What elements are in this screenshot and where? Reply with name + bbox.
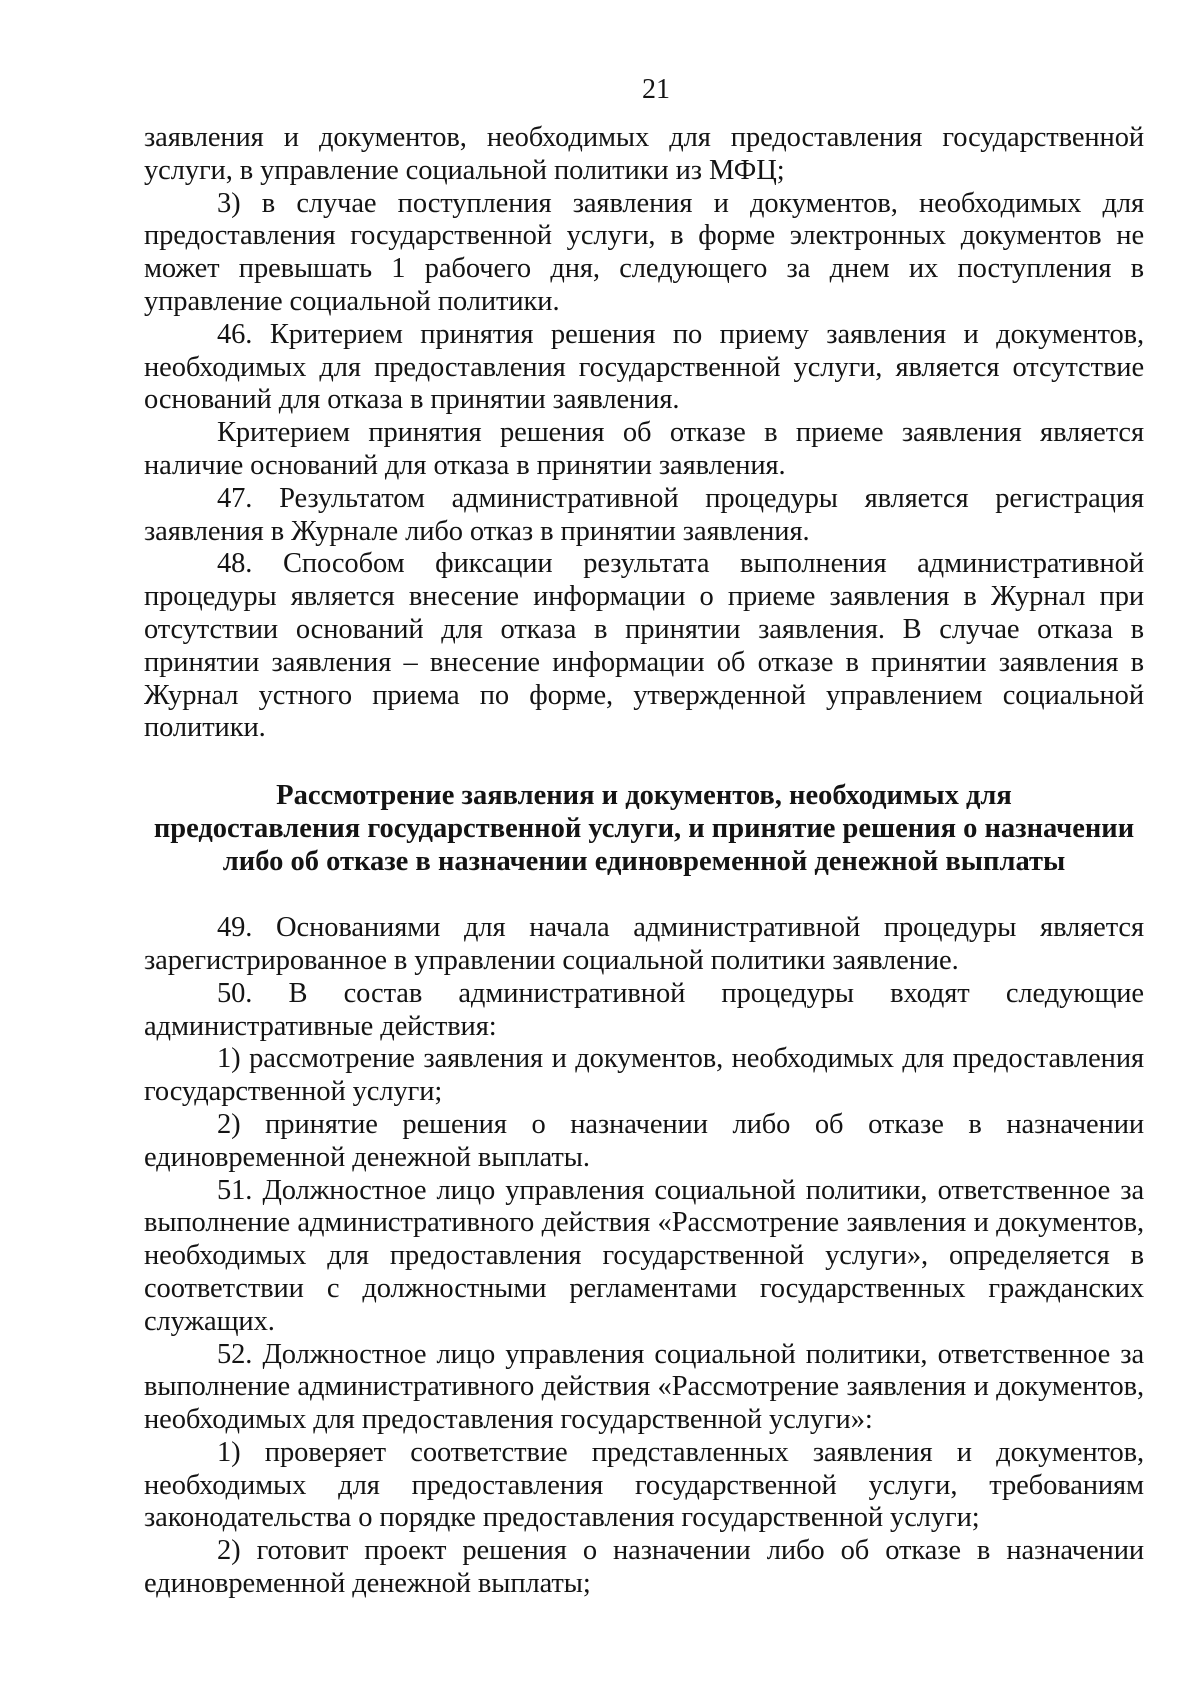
paragraph-52: 52. Должностное лицо управления социальной политики, ответственное за выполнение административного действия «Рассмотрение заявления и документов, необходимых для предоставления государственной услуги»: [144, 1338, 1144, 1436]
paragraph-refusal-criterion: Критерием принятия решения об отказе в приеме заявления является наличие оснований для отказа в принятии заявления. [144, 417, 1144, 481]
paragraph-50-item-2: 2) принятие решения о назначении либо об отказе в назначении единовременной денежной выплаты. [144, 1108, 1144, 1173]
page-number: 21 [642, 74, 670, 105]
document-page [144, 72, 1144, 1601]
section-heading-line-2: предоставления государственной услуги, и принятие решения о назначении [153, 813, 1135, 845]
section-heading [144, 779, 1144, 878]
paragraph-48: 48. Способом фиксации результата выполнения административной процедуры является внесение информации о приеме заявления в Журнал при отсутствии оснований для отказа в принятии заявления. В случае отказа в принятии заявления – внесение информации об отказе в принятии заявления в Журнал устного приема по форме, утвержденной управлением социальной политики. [144, 548, 1144, 744]
paragraph-51: 51. Должностное лицо управления социальной политики, ответственное за выполнение административного действия «Рассмотрение заявления и документов, необходимых для предоставления государственной услуги», определяется в соответствии с должностными регламентами государственных гражданских служащих. [144, 1174, 1144, 1337]
paragraph-46: 46. Критерием принятия решения по приему заявления и документов, необходимых для предоставления государственной услуги, является отсутствие оснований для отказа в принятии заявления. [144, 318, 1144, 416]
section-heading-line-3: либо об отказе в назначении единовременной денежной выплаты [222, 846, 1066, 878]
section-heading-line-1: Рассмотрение заявления и документов, необходимых для [276, 780, 1012, 812]
paragraph-50-item-1: 1) рассмотрение заявления и документов, необходимых для предоставления государственной услуги; [144, 1043, 1144, 1108]
paragraph-52-item-2: 2) готовит проект решения о назначении либо об отказе в назначении единовременной денежной выплаты; [144, 1535, 1144, 1600]
paragraph-50: 50. В состав административной процедуры входят следующие административные действия: [144, 977, 1144, 1042]
paragraph-52-item-1: 1) проверяет соответствие представленных заявления и документов, необходимых для предоставления государственной услуги, требованиям законодательства о порядке предоставления государственной услуги; [144, 1436, 1144, 1534]
paragraph-49: 49. Основаниями для начала административной процедуры является зарегистрированное в управлении социальной политики заявление. [144, 912, 1144, 976]
paragraph-continuation: заявления и документов, необходимых для предоставления государственной услуги, в управление социальной политики из МФЦ; [144, 122, 1144, 186]
paragraph-47: 47. Результатом административной процедуры является регистрация заявления в Журнале либо отказ в принятии заявления. [144, 482, 1144, 547]
paragraph-item-3: 3) в случае поступления заявления и документов, необходимых для предоставления государственной услуги, в форме электронных документов не может превышать 1 рабочего дня, следующего за днем их поступления в управление социальной политики. [144, 187, 1144, 317]
